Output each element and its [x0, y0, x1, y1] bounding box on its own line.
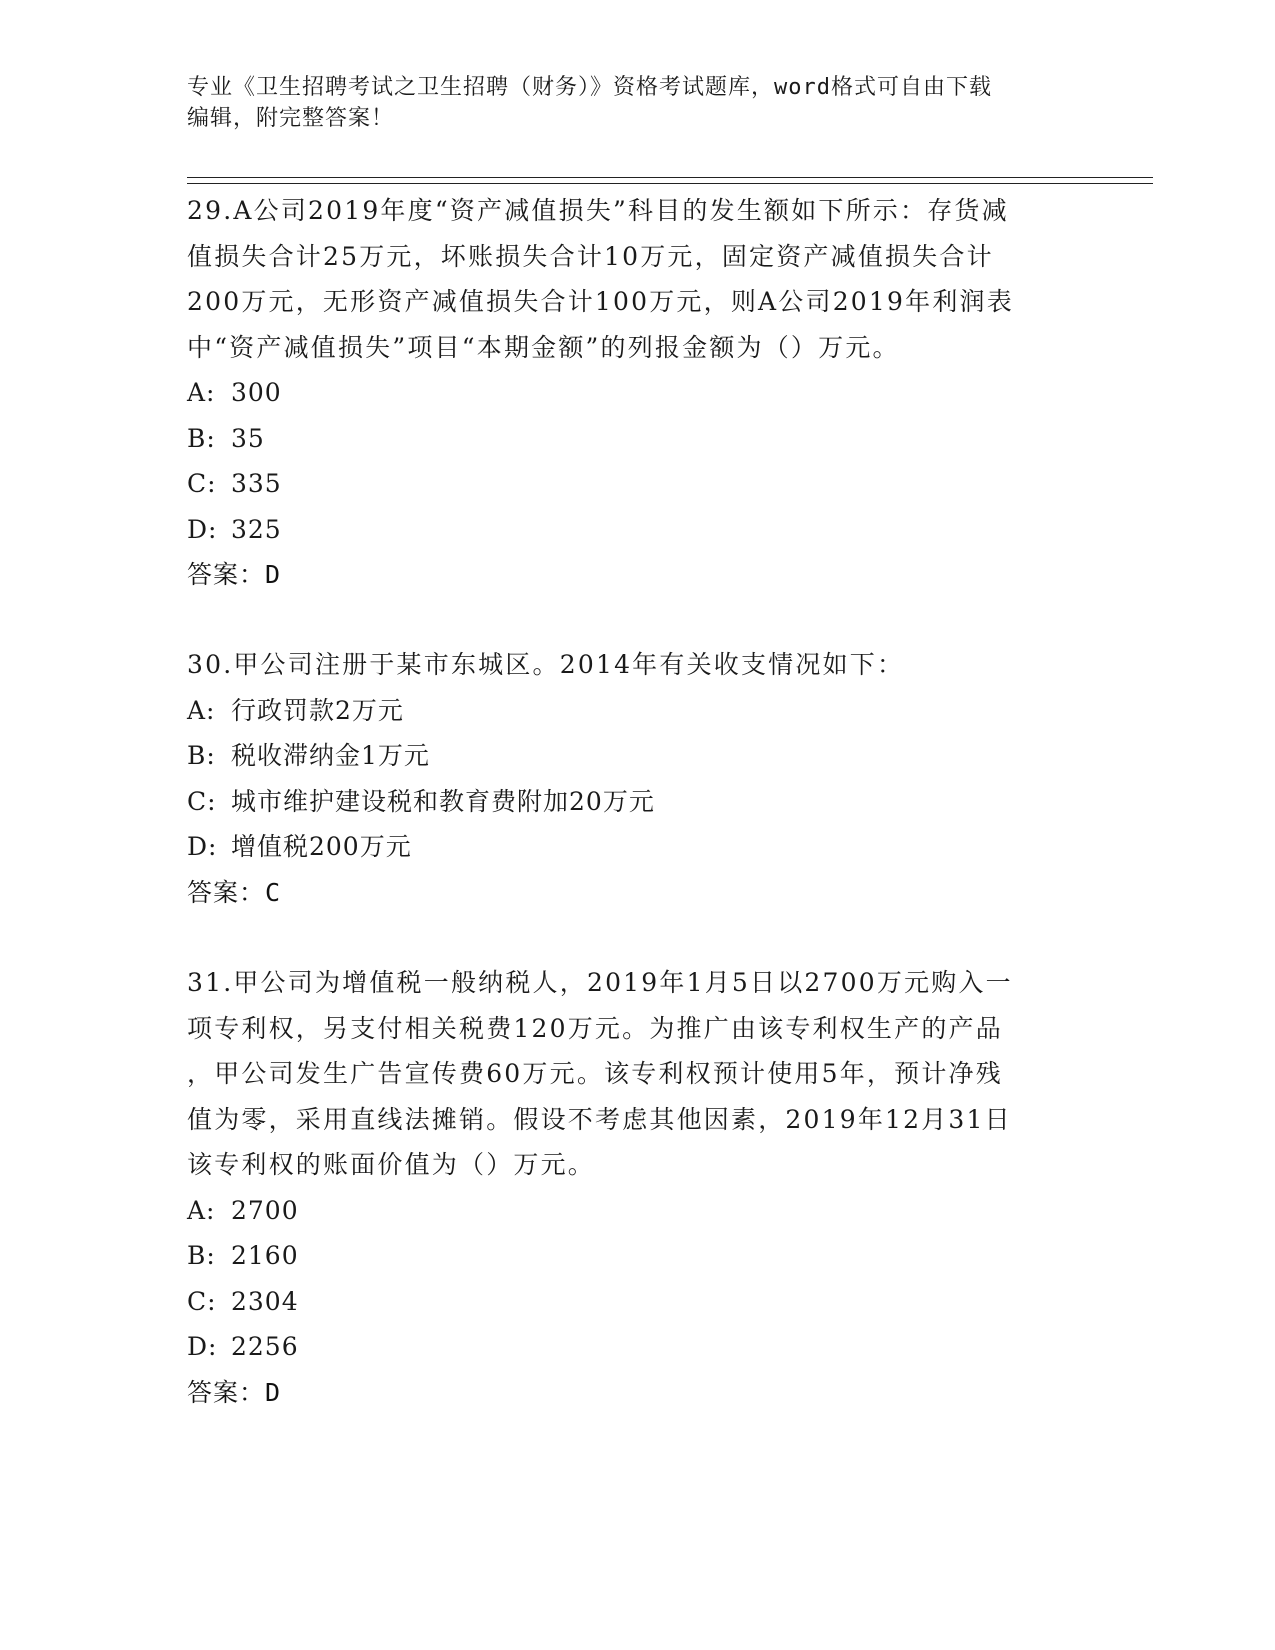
option-letter: B:	[187, 741, 216, 770]
option-c	[187, 1279, 1087, 1325]
option-text: 35	[231, 423, 265, 453]
option-text: 2700	[231, 1195, 299, 1225]
option-letter: D:	[187, 832, 218, 861]
option-b	[187, 733, 1087, 779]
question-29	[187, 188, 1087, 598]
question-30	[187, 642, 1087, 915]
option-text: 2160	[231, 1241, 299, 1270]
answer-label: 答案：	[187, 1377, 266, 1407]
question-stem-line: 中“资产减值损失”项目“本期金额”的列报金额为（）万元。	[187, 332, 900, 362]
answer-line	[187, 1370, 1087, 1416]
option-d	[187, 1324, 1087, 1370]
header-divider-bottom	[187, 183, 1153, 184]
header-divider-top	[187, 177, 1153, 178]
answer-value: C	[265, 877, 282, 907]
option-text: 335	[231, 469, 282, 498]
question-stem-line: 31.甲公司为增值税一般纳税人，2019年1月5日以2700万元购入一	[187, 968, 1013, 997]
question-stem-line: 值损失合计25万元，坏账损失合计10万元，固定资产减值损失合计	[187, 241, 994, 271]
option-text: 城市维护建设税和教育费附加20万元	[231, 786, 655, 816]
option-d	[187, 824, 1087, 870]
option-text: 税收滞纳金1万元	[231, 741, 430, 770]
option-c	[187, 461, 1087, 507]
option-letter: C:	[187, 786, 217, 816]
option-text: 2304	[231, 1286, 299, 1316]
option-letter: B:	[187, 423, 216, 453]
option-text: 增值税200万元	[231, 832, 412, 861]
answer-label: 答案：	[187, 877, 266, 907]
option-letter: A:	[187, 695, 216, 725]
answer-value: D	[265, 560, 282, 589]
option-letter: C:	[187, 469, 217, 498]
option-letter: A:	[187, 1195, 216, 1225]
option-text: 300	[231, 378, 282, 407]
answer-value: D	[265, 1377, 282, 1407]
option-text: 行政罚款2万元	[231, 695, 404, 725]
question-stem-line: 该专利权的账面价值为（）万元。	[187, 1150, 596, 1179]
option-b	[187, 416, 1087, 462]
option-letter: D:	[187, 1332, 218, 1361]
option-a	[187, 1188, 1087, 1234]
question-stem-line: 30.甲公司注册于某市东城区。2014年有关收支情况如下：	[187, 650, 905, 679]
header-line-1: 专业《卫生招聘考试之卫生招聘（财务）》资格考试题库，word格式可自由下载	[187, 75, 992, 100]
option-text: 2256	[231, 1332, 299, 1361]
option-a	[187, 688, 1087, 734]
option-letter: D:	[187, 514, 218, 544]
question-stem-line: ，甲公司发生广告宣传费60万元。该专利权预计使用5年，预计净残	[187, 1059, 1003, 1088]
answer-line	[187, 552, 1087, 598]
header-line-2: 编辑，附完整答案！	[187, 106, 395, 131]
question-stem-line: 项专利权，另支付相关税费120万元。为推广由该专利权生产的产品	[187, 1013, 1003, 1043]
question-stem-line: 29.A公司2019年度“资产减值损失”科目的发生额如下所示：存货减	[187, 196, 1009, 225]
option-d	[187, 507, 1087, 553]
question-stem-line: 200万元，无形资产减值损失合计100万元，则A公司2019年利润表	[187, 287, 1014, 316]
option-letter: A:	[187, 378, 216, 407]
option-letter: C:	[187, 1286, 217, 1316]
answer-label: 答案：	[187, 560, 266, 589]
option-c	[187, 779, 1087, 825]
option-letter: B:	[187, 1241, 216, 1270]
option-b	[187, 1233, 1087, 1279]
document-header	[187, 72, 1087, 134]
option-text: 325	[231, 514, 282, 544]
question-31	[187, 960, 1087, 1415]
answer-line	[187, 870, 1087, 916]
question-stem-line: 值为零，采用直线法摊销。假设不考虑其他因素，2019年12月31日	[187, 1104, 1012, 1134]
option-a	[187, 370, 1087, 416]
